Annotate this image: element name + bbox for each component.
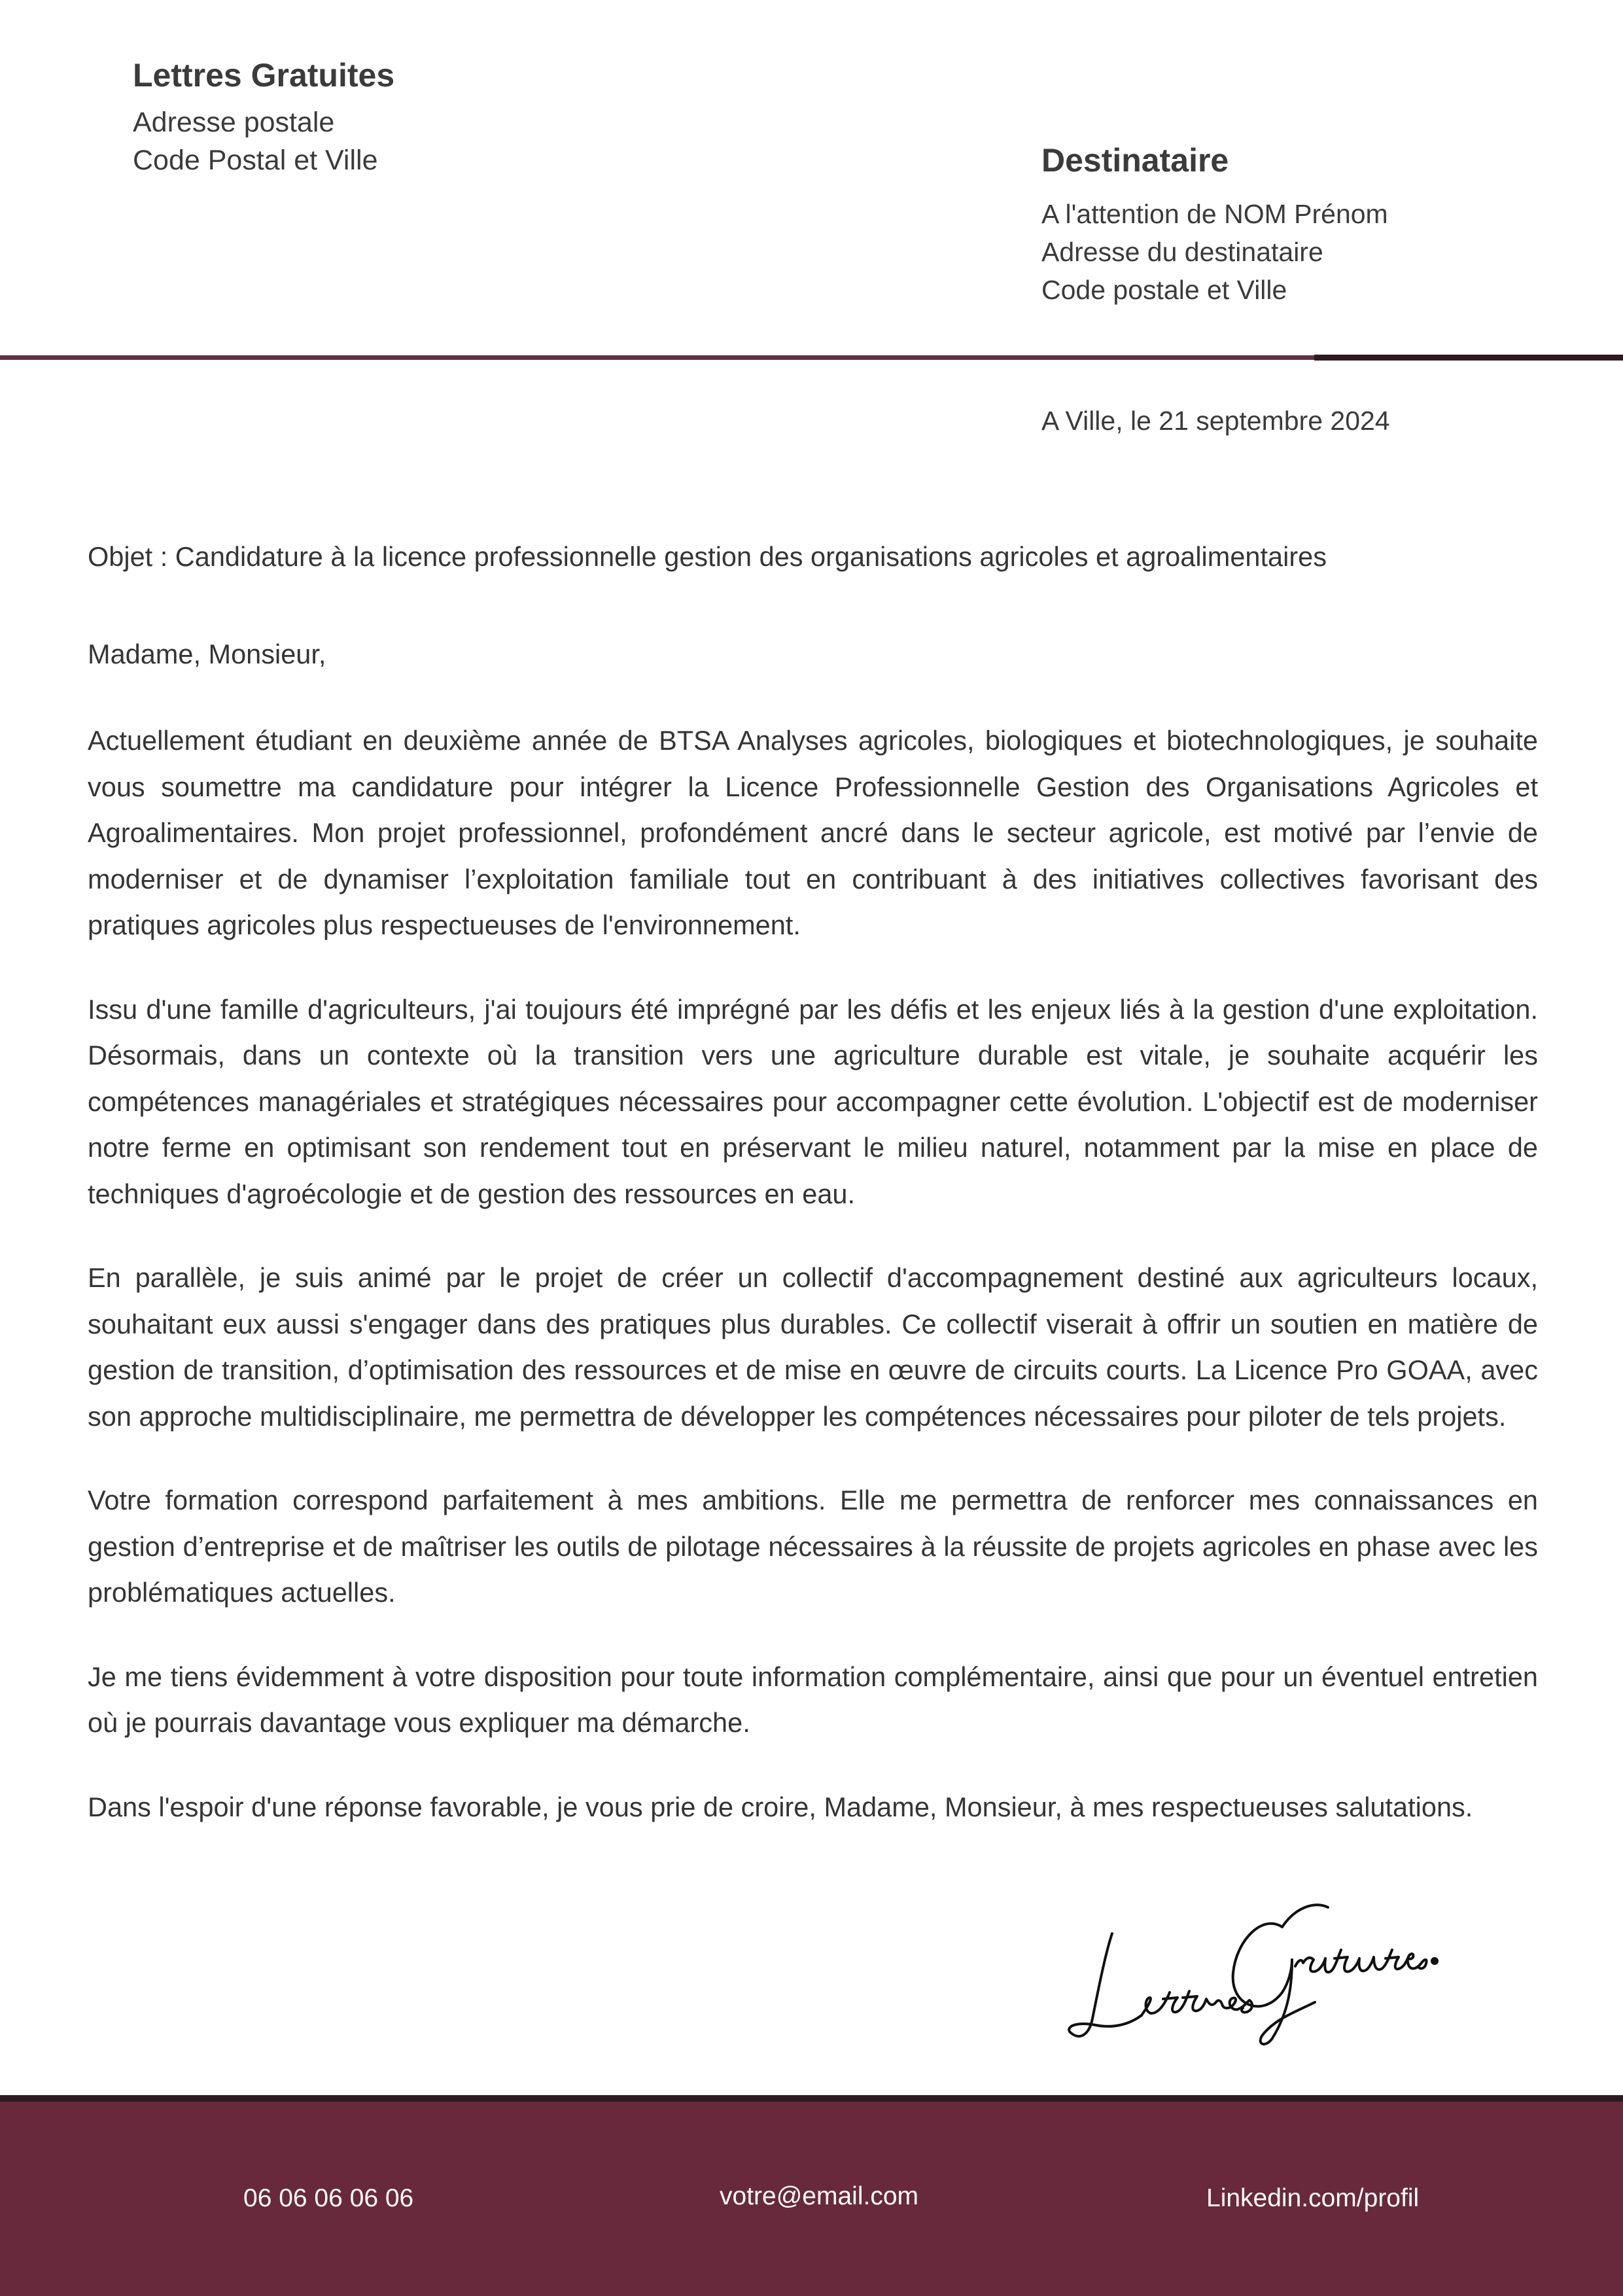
footer-email: votre@email.com <box>720 2182 919 2210</box>
footer-phone: 06 06 06 06 06 <box>243 2184 414 2212</box>
body-paragraph: Je me tiens évidemment à votre disposition pour toute information complémentaire, ainsi que pour un éventuel entretien où je pourrais davantage vous expliquer ma démarche. <box>88 1661 1538 1738</box>
footer-top-band <box>0 2095 1623 2102</box>
body-paragraph: En parallèle, je suis animé par le projet de créer un collectif d'accompagnement destiné aux agriculteurs locaux, souhaitant eux aussi s'engager dans des pratiques plus durables. Ce collectif viserait à offrir un soutien en matière de gestion de transition, d’optimisation des ressources et de mise en œuvre de circuits courts. La Licence Pro GOAA, avec son approche multidisciplinaire, me permettra de développer les compétences nécessaires pour piloter de tels projets. <box>88 1262 1538 1432</box>
letter-body <box>88 718 1538 1868</box>
sender-name: Lettres Gratuites <box>133 57 395 94</box>
letter-greeting: Madame, Monsieur, <box>88 639 326 669</box>
recipient-block <box>1041 139 1388 309</box>
letter-date: A Ville, le 21 septembre 2024 <box>1041 406 1390 436</box>
body-paragraph: Dans l'espoir d'une réponse favorable, je vous prie de croire, Madame, Monsieur, à mes respectueuses salutations. <box>88 1791 1473 1822</box>
sender-block <box>133 54 394 179</box>
letter-subject: Objet : Candidature à la licence professionnelle gestion des organisations agricoles et agroalimentaires <box>88 541 1327 572</box>
sender-address: Adresse postale <box>133 107 335 138</box>
recipient-attention: A l'attention de NOM Prénom <box>1041 199 1388 229</box>
recipient-address: Adresse du destinataire <box>1041 237 1323 267</box>
footer <box>0 2102 1623 2296</box>
body-paragraph: Actuellement étudiant en deuxième année de BTSA Analyses agricoles, biologiques et biotechnologiques, je souhaite vous soumettre ma candidature pour intégrer la Licence Professionnelle Gestion des Organisations Agricoles et Agroalimentaires. Mon projet professionnel, profondément ancré dans le secteur agricole, est motivé par l’envie de moderniser et de dynamiser l’exploitation familiale tout en contribuant à des initiatives collectives favorisant des pratiques agricoles plus respectueuses de l'environnement. <box>88 725 1538 940</box>
header-divider-accent <box>1314 355 1623 361</box>
body-paragraph: Votre formation correspond parfaitement à mes ambitions. Elle me permettra de renforcer mes connaissances en gestion d’entreprise et de maîtriser les outils de pilotage nécessaires à la réussite de projets agricoles en phase avec les problématiques actuelles. <box>88 1485 1538 1608</box>
handwritten-signature <box>1066 1888 1439 2051</box>
footer-linkedin: Linkedin.com/profil <box>1206 2184 1420 2212</box>
header-divider <box>0 355 1314 360</box>
sender-city: Code Postal et Ville <box>133 145 378 176</box>
body-paragraph: Issu d'une famille d'agriculteurs, j'ai toujours été imprégné par les défis et les enjeux liés à la gestion d'une exploitation. Désormais, dans un contexte où la transition vers une agriculture durable est vitale, je souhaite acquérir les compétences managériales et stratégiques nécessaires pour accompagner cette évolution. L'objectif est de moderniser notre ferme en optimisant son rendement tout en préservant le milieu naturel, notamment par la mise en place de techniques d'agroécologie et de gestion des ressources en eau. <box>88 993 1538 1209</box>
recipient-city: Code postale et Ville <box>1041 275 1287 305</box>
recipient-title: Destinataire <box>1041 142 1229 179</box>
